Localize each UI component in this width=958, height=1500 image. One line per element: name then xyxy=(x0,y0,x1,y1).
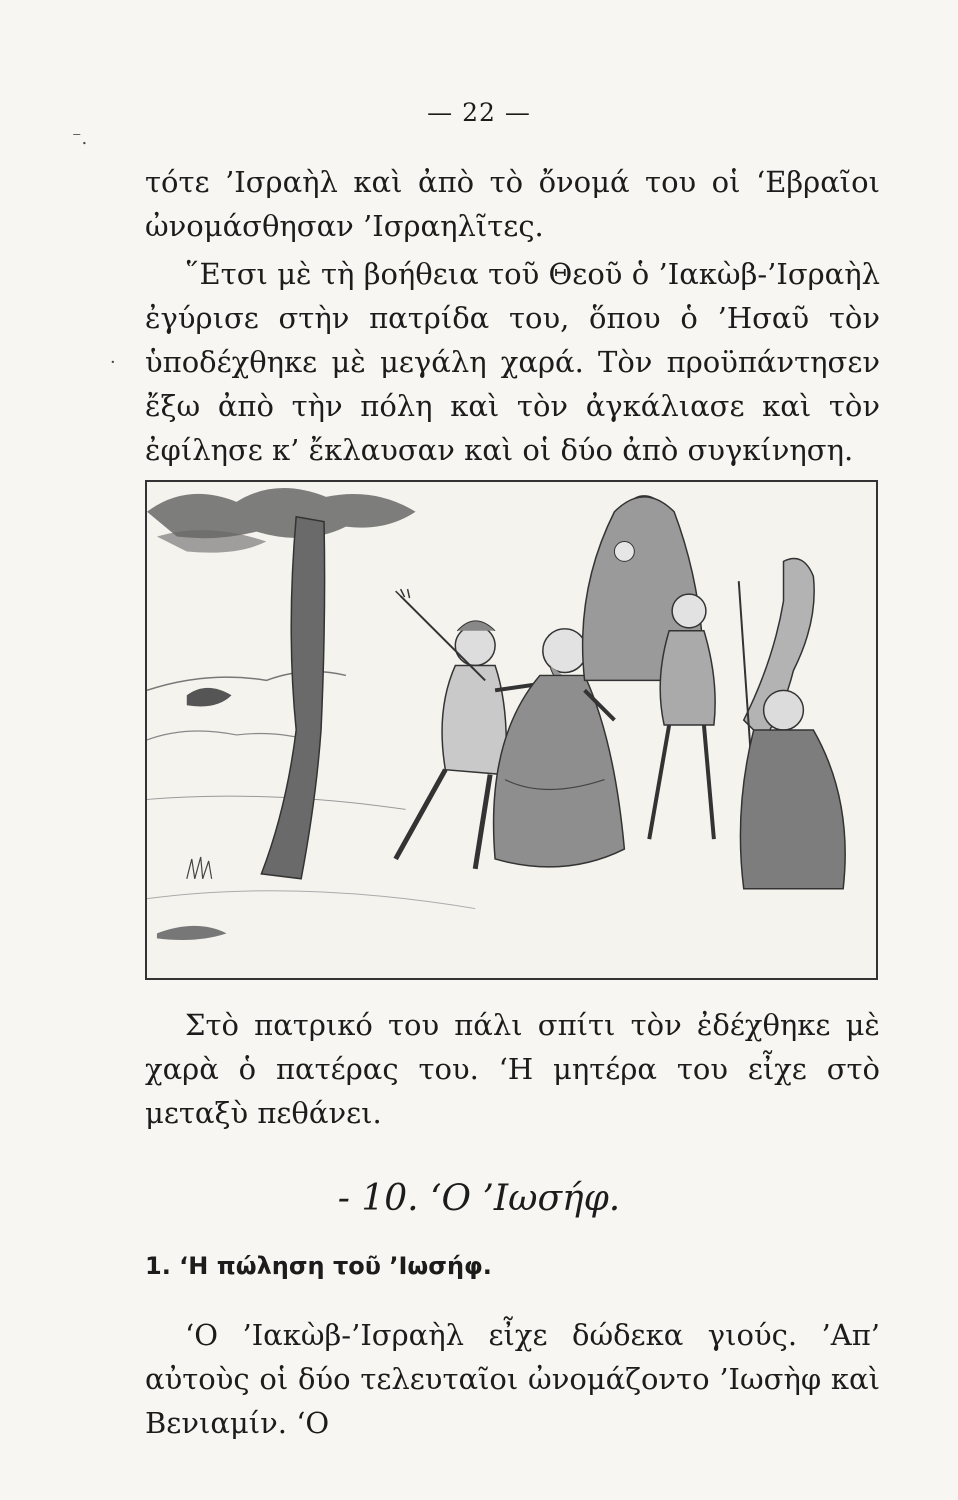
paragraph-1: τότε ’Ισραὴλ καὶ ἀπὸ τὸ ὄνομά του οἱ ‘Εβραῖοι ὠνομάσθησαν ’Ισραηλῖτες. xyxy=(145,165,880,243)
illustration-jacob-esau-reunion xyxy=(145,480,878,980)
margin-mark: ⁻. xyxy=(72,128,88,149)
page-number: — 22 — xyxy=(427,98,531,127)
paragraph-3: Στὸ πατρικό του πάλι σπίτι τὸν ἐδέχθηκε μὲ χαρὰ ὁ πατέρας του. ‘Η μητέρα του εἶχε στὸ μεταξὺ πεθάνει. xyxy=(145,1008,880,1130)
section-heading: 1. ‘Η πώληση τοῦ ’Ιωσήφ. xyxy=(145,1252,492,1280)
paragraph-5: ‘Ο ’Ιακὼβ-’Ισραὴλ εἶχε δώδεκα γιούς. ’Απ’ αὐτοὺς οἱ δύο τελευταῖοι ὠνομάζοντο ’Ιωσὴφ καὶ Βενιαμίν. ‘Ο xyxy=(145,1318,880,1440)
paragraph-2: ῞Ετσι μὲ τὴ βοήθεια τοῦ Θεοῦ ὁ ’Ιακὼβ-’Ισραὴλ ἐγύρισε στὴν πατρίδα του, ὅπου ὁ ’Ησαῦ τὸν ὑποδέχθηκε μὲ μεγάλη χαρά. Τὸν προϋπάντησεν ἔξω ἀπὸ τὴν πόλη καὶ τὸν ἀγκάλιασε καὶ τὸν ἐφίλησε κ’ ἔκλαυσαν καὶ οἱ δύο ἀπὸ συγκίνηση. xyxy=(145,257,880,467)
chapter-title: - 10. ‘Ο ’Ιωσήφ. xyxy=(337,1178,621,1219)
engraving-drawing xyxy=(147,482,876,978)
margin-mark: · xyxy=(110,352,116,373)
